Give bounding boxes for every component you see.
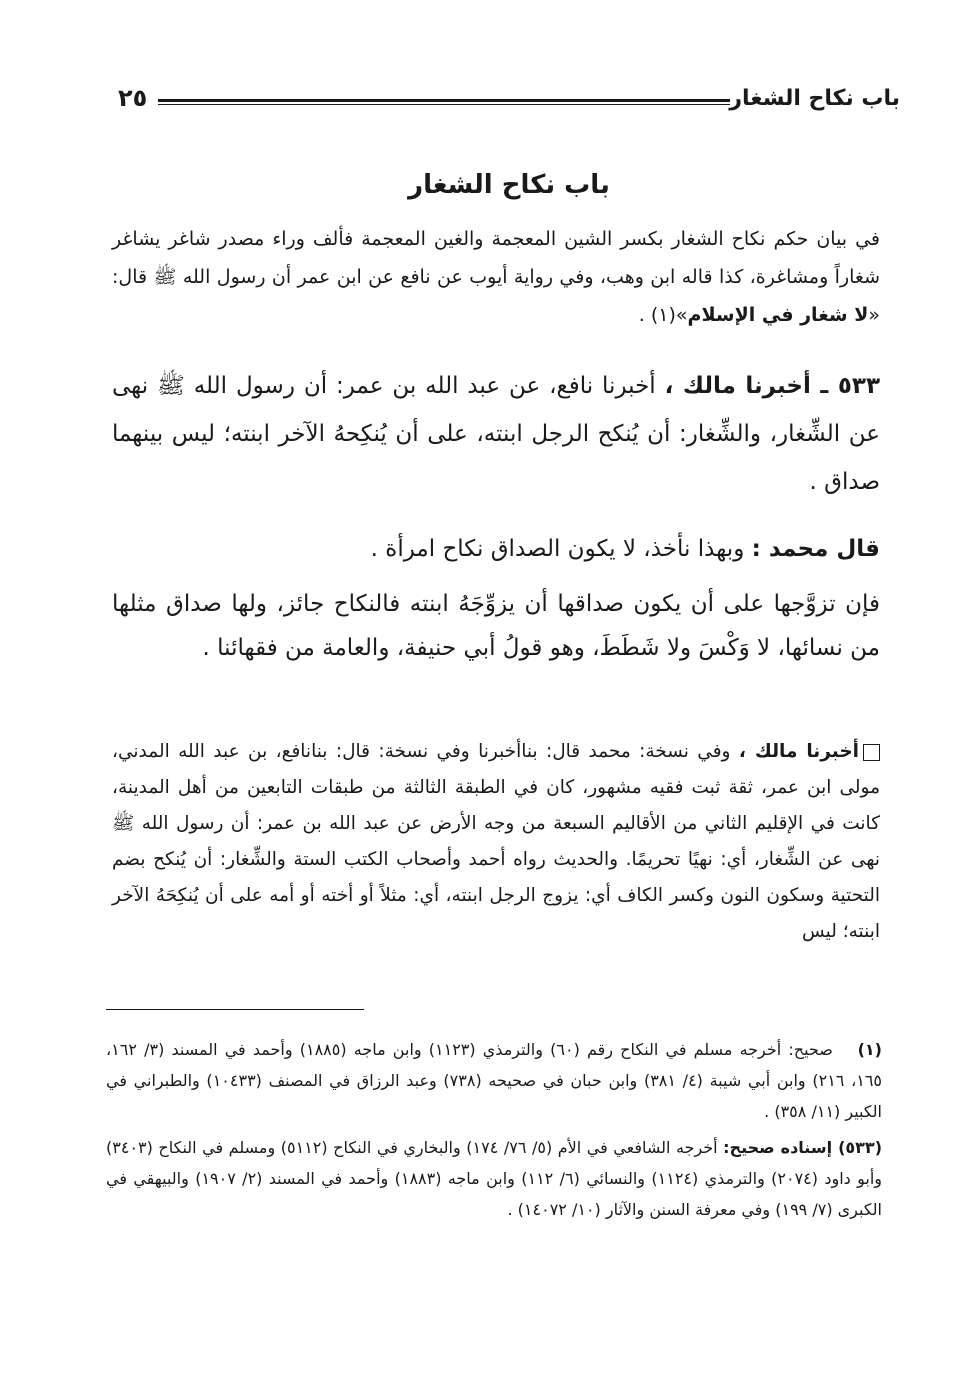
commentary-text: وفي نسخة: محمد قال: بناأخبرنا وفي نسخة: قال: بنانافع، بن عبد الله المدني، مولى ابن عمر، ثقة ثبت فقيه مشهور، كان في الطبقة الثالثة من طبقات التابعين من أهل المدينة، كانت في الإقليم الثاني من الأقاليم السبعة من وجه الأرض عن عبد الله بن عمر: أن رسول الله ﷺ نهى عن الشِّغار، أي: نهيًا تحريمًا. والحديث رواه أحمد وأصحاب الكتب الستة والشِّغار: أن يُنكح بضم التحتية وسكون النون وكسر الكاف أي: يزوج الرجل ابنته، أي: مثلاً أو أخته أو أمه على أن يُنكِحَهُ الآخر ابنته؛ ليس — [112, 741, 880, 942]
intro-text: في بيان حكم نكاح الشغار بكسر الشين المعجمة والغين المعجمة فألف وراء مصدر شاغر يشاغر شغاراً ومشاغرة، كذا قاله ابن وهب، وفي رواية أيوب عن نافع عن ابن عمر أن رسول الله ﷺ قال: « — [112, 228, 880, 326]
footnote-1-tag: (١) — [857, 1040, 882, 1059]
running-head: باب نكاح الشغار — [729, 86, 900, 111]
footnote-2-tag: (٥٣٣) إسناده صحيح: — [723, 1138, 882, 1157]
hadith-text: أخبرنا نافع، عن عبد الله بن عمر: أن رسول الله ﷺ نهى عن الشِّغار، والشِّغار: أن يُنكح الرجل ابنته، على أن يُنكِحهُ الآخر ابنته؛ ليس بينهما صداق . — [112, 373, 880, 495]
commentary-label: أخبرنا مالك ، — [738, 741, 859, 762]
hadith-paragraph — [112, 362, 880, 506]
intro-quote: لا شغار في الإسلام — [687, 304, 869, 326]
square-bullet-icon — [863, 744, 880, 761]
footnote-1 — [106, 1034, 882, 1127]
page-number: ٢٥ — [118, 84, 148, 112]
page-header — [118, 84, 900, 124]
muhammad-label: قال محمد : — [751, 536, 880, 562]
commentary-paragraph — [112, 734, 880, 950]
muhammad-paragraph — [112, 526, 880, 572]
muhammad-text: وبهذا نأخذ، لا يكون الصداق نكاح امرأة . — [370, 536, 752, 562]
footnote-rule — [106, 1009, 364, 1010]
footnote-2-text: أخرجه الشافعي في الأم (٥/ ٧٦/ ١٧٤) والبخاري في النكاح (٥١١٢) ومسلم في النكاح (٣٤٠٣) وأبو داود (٢٠٧٤) والترمذي (١١٢٤) والنسائي (٦/ ١١٢) وابن ماجه (١٨٨٣) وأحمد في المسند (٢/ ١٩٠٧) والبيهقي في الكبرى (٧/ ١٩٩) وفي معرفة السنن والآثار (١٠/ ١٤٠٧٢) . — [106, 1138, 883, 1219]
ruling-paragraph — [112, 582, 880, 670]
hadith-number: ٥٣٣ ـ أخبرنا مالك ، — [664, 373, 880, 399]
footnote-2 — [106, 1132, 882, 1225]
intro-tail: »(١) . — [638, 304, 688, 326]
header-rule — [158, 99, 730, 105]
footnote-1-text: صحيح: أخرجه مسلم في النكاح رقم (٦٠) والترمذي (١١٢٣) وابن ماجه (١٨٨٥) وأحمد في المسند (٣/ ١٦٢، ١٦٥، ٢١٦) وابن أبي شيبة (٤/ ٣٨١) وابن حبان في صحيحه (٧٣٨) وعبد الرزاق في المصنف (١٠٤٣٣) والطبراني في الكبير (١١/ ٣٥٨) . — [106, 1040, 883, 1121]
intro-paragraph — [112, 220, 880, 334]
ruling-text: فإن تزوَّجها على أن يكون صداقها أن يزوِّجَهُ ابنته فالنكاح جائز، ولها صداق مثلها من نسائها، لا وَكْسَ ولا شَطَطَ، وهو قولُ أبي حنيفة، والعامة من فقهائنا . — [112, 591, 880, 661]
chapter-title: باب نكاح الشغار — [408, 170, 610, 200]
